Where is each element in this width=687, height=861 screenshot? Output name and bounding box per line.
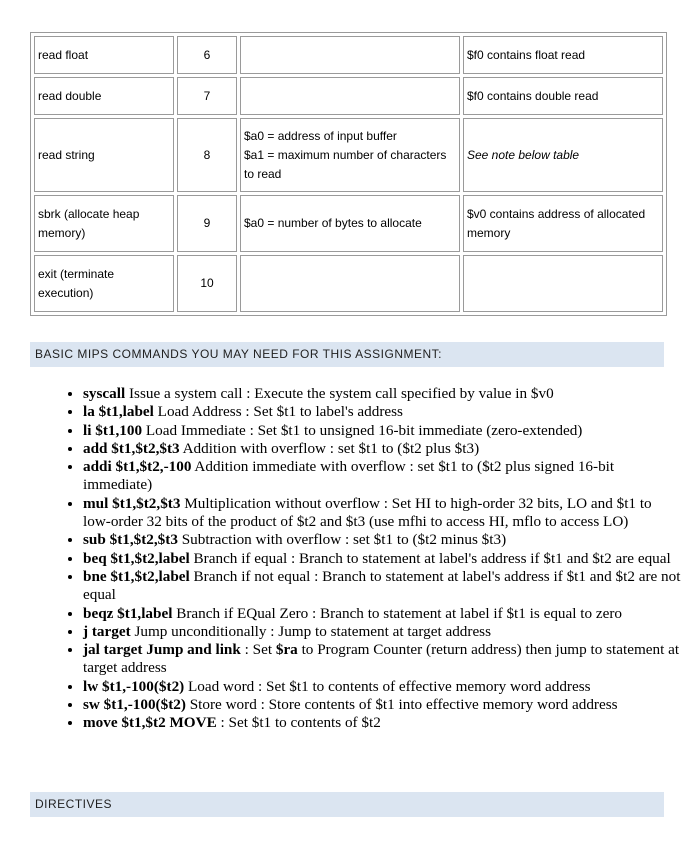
argument-line: $a0 = address of input buffer	[244, 128, 397, 143]
command-syntax: li $t1,100	[83, 421, 143, 439]
command-description: : Set	[240, 641, 276, 659]
syscall-table	[30, 32, 667, 316]
command-syntax: beqz $t1,label	[83, 604, 173, 622]
table-row	[34, 255, 663, 312]
command-list	[58, 385, 681, 733]
result-cell: $v0 contains address of allocated memory	[463, 195, 663, 252]
list-item	[83, 531, 681, 549]
code-cell: 9	[177, 195, 237, 252]
list-item	[83, 678, 681, 696]
result-cell	[463, 255, 663, 312]
section-heading-directives: DIRECTIVES	[30, 792, 664, 817]
command-description: Load word : Set $t1 to contents of effective memory word address	[184, 677, 591, 695]
table-row	[34, 36, 663, 74]
table-row	[34, 118, 663, 192]
command-description: Addition immediate with overflow : set $t1 to ($t2 plus signed 16-bit immediate)	[83, 458, 615, 494]
service-cell: read double	[34, 77, 174, 115]
section-heading-basic-commands: BASIC MIPS COMMANDS YOU MAY NEED FOR THIS ASSIGNMENT:	[30, 342, 664, 367]
command-syntax: jal target Jump and link	[83, 641, 241, 659]
list-item	[83, 623, 681, 641]
command-description: Branch if equal : Branch to statement at label's address if $t1 and $t2 are equal	[189, 549, 671, 567]
list-item	[83, 458, 681, 495]
command-description: Addition with overflow : set $t1 to ($t2 plus $t3)	[179, 439, 480, 457]
service-cell: exit (terminate execution)	[34, 255, 174, 312]
result-cell: $f0 contains float read	[463, 36, 663, 74]
table-row	[34, 77, 663, 115]
list-item	[83, 550, 681, 568]
arguments-cell	[240, 118, 460, 192]
arguments-cell: $a0 = number of bytes to allocate	[240, 195, 460, 252]
result-cell: $f0 contains double read	[463, 77, 663, 115]
list-item	[83, 403, 681, 421]
command-description: Subtraction with overflow : set $t1 to ($t2 minus $t3)	[177, 531, 507, 549]
list-item	[83, 385, 681, 403]
arguments-cell	[240, 77, 460, 115]
argument-line: $a1 = maximum number of characters to read	[244, 147, 447, 181]
table-row	[34, 195, 663, 252]
command-syntax: beq $t1,$t2,label	[83, 549, 190, 567]
command-description-continued: to Program Counter (return address) then jump to statement at target address	[83, 641, 680, 677]
code-cell: 6	[177, 36, 237, 74]
service-cell: read string	[34, 118, 174, 192]
command-syntax: syscall	[83, 385, 126, 402]
list-item	[83, 422, 681, 440]
command-syntax: move $t1,$t2 MOVE	[83, 714, 217, 732]
command-description: Branch if EQual Zero : Branch to statement at label if $t1 is equal to zero	[172, 604, 623, 622]
service-cell: sbrk (allocate heap memory)	[34, 195, 174, 252]
service-cell: read float	[34, 36, 174, 74]
command-description: Store word : Store contents of $t1 into effective memory word address	[185, 696, 618, 714]
command-syntax: sub $t1,$t2,$t3	[83, 531, 178, 549]
command-syntax: addi $t1,$t2,-100	[83, 458, 192, 476]
command-description: Issue a system call : Execute the system call specified by value in $v0	[125, 385, 554, 402]
arguments-cell	[240, 36, 460, 74]
command-description: Jump unconditionally : Jump to statement at target address	[130, 622, 492, 640]
command-syntax: la $t1,label	[83, 403, 154, 421]
list-item	[83, 605, 681, 623]
list-item	[83, 696, 681, 714]
command-syntax: add $t1,$t2,$t3	[83, 439, 180, 457]
command-description: : Set $t1 to contents of $t2	[216, 714, 381, 732]
list-item	[83, 641, 681, 678]
command-syntax: mul $t1,$t2,$t3	[83, 494, 181, 512]
command-syntax: bne $t1,$t2,label	[83, 567, 190, 585]
command-description: Multiplication without overflow : Set HI to high-order 32 bits, LO and $t1 to low-order 32 bits of the product of $t2 and $t3 (use mfhi to access HI, mflo to access LO)	[83, 494, 652, 531]
list-item	[83, 440, 681, 458]
command-description: Load Immediate : Set $t1 to unsigned 16-bit immediate (zero-extended)	[142, 421, 583, 439]
command-description: Load Address : Set $t1 to label's address	[153, 403, 403, 421]
result-cell: See note below table	[463, 118, 663, 192]
list-item	[83, 714, 681, 732]
command-syntax: j target	[83, 622, 131, 640]
register-name: $ra	[275, 641, 298, 659]
code-cell: 10	[177, 255, 237, 312]
command-syntax: sw $t1,-100($t2)	[83, 696, 186, 714]
code-cell: 8	[177, 118, 237, 192]
list-item	[83, 568, 681, 605]
arguments-cell	[240, 255, 460, 312]
command-description: Branch if not equal : Branch to statement at label's address if $t1 and $t2 are not equal	[83, 567, 681, 604]
code-cell: 7	[177, 77, 237, 115]
command-syntax: lw $t1,-100($t2)	[83, 677, 185, 695]
list-item	[83, 495, 681, 532]
